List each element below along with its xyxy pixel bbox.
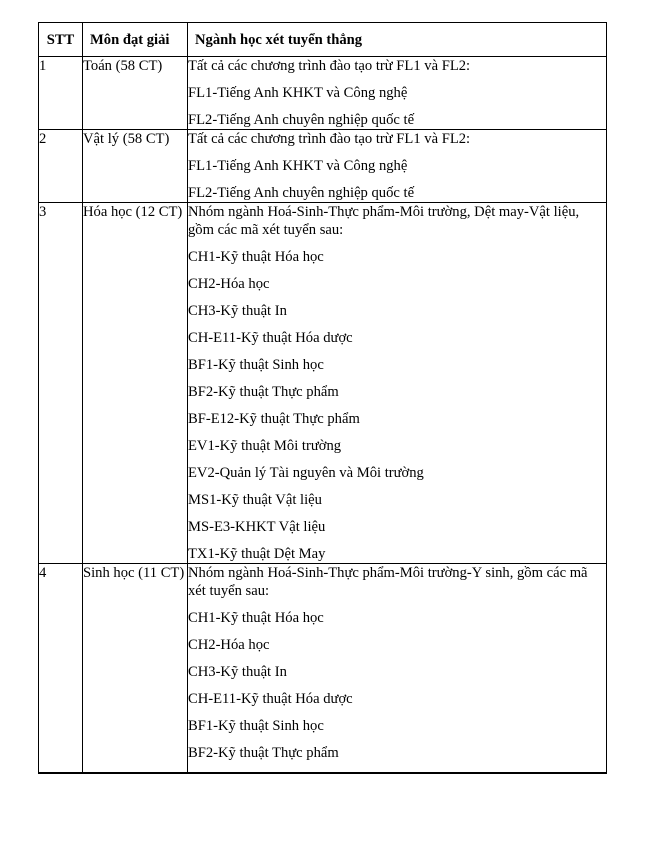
major-line: CH1-Kỹ thuật Hóa học — [188, 610, 324, 626]
row-majors — [188, 203, 607, 564]
row-subject: Toán (58 CT) — [83, 57, 188, 130]
major-line: MS1-Kỹ thuật Vật liệu — [188, 492, 322, 508]
major-line: BF2-Kỹ thuật Thực phẩm — [188, 384, 339, 400]
major-line: CH-E11-Kỹ thuật Hóa dược — [188, 330, 353, 346]
header-majors: Ngành học xét tuyển thẳng — [188, 23, 607, 57]
row-stt: 4 — [39, 564, 83, 774]
major-line: FL2-Tiếng Anh chuyên nghiệp quốc tế — [188, 112, 415, 128]
major-line: FL1-Tiếng Anh KHKT và Công nghệ — [188, 85, 408, 101]
major-line: Tất cả các chương trình đào tạo trừ FL1 và FL2: — [188, 58, 471, 74]
major-line: MS-E3-KHKT Vật liệu — [188, 519, 326, 535]
table-row — [39, 564, 607, 774]
header-stt: STT — [39, 23, 83, 57]
row-subject: Sinh học (11 CT) — [83, 564, 188, 774]
row-stt: 1 — [39, 57, 83, 130]
major-group-intro: Nhóm ngành Hoá-Sinh-Thực phẩm-Môi trường, Dệt may-Vật liệu, gồm các mã xét tuyển sau: — [188, 204, 580, 238]
row-subject: Hóa học (12 CT) — [83, 203, 188, 564]
major-line: CH2-Hóa học — [188, 276, 270, 292]
major-line: CH3-Kỹ thuật In — [188, 664, 287, 680]
header-subject: Môn đạt giải — [83, 23, 188, 57]
table-row — [39, 57, 607, 130]
major-line: CH2-Hóa học — [188, 637, 270, 653]
major-line: BF2-Kỹ thuật Thực phẩm — [188, 745, 339, 761]
major-line: EV1-Kỹ thuật Môi trường — [188, 438, 342, 454]
row-subject: Vật lý (58 CT) — [83, 130, 188, 203]
major-line: CH3-Kỹ thuật In — [188, 303, 287, 319]
major-line: EV2-Quản lý Tài nguyên và Môi trường — [188, 465, 424, 481]
major-line: BF-E12-Kỹ thuật Thực phẩm — [188, 411, 360, 427]
major-line: Tất cả các chương trình đào tạo trừ FL1 và FL2: — [188, 131, 471, 147]
row-majors — [188, 57, 607, 130]
admission-table — [38, 22, 607, 774]
row-majors — [188, 564, 607, 774]
major-group-intro: Nhóm ngành Hoá-Sinh-Thực phẩm-Môi trường-Y sinh, gồm các mã xét tuyển sau: — [188, 565, 588, 599]
major-line: BF1-Kỹ thuật Sinh học — [188, 718, 324, 734]
major-line: BF1-Kỹ thuật Sinh học — [188, 357, 324, 373]
major-line: TX1-Kỹ thuật Dệt May — [188, 546, 326, 562]
row-stt: 3 — [39, 203, 83, 564]
major-line: FL1-Tiếng Anh KHKT và Công nghệ — [188, 158, 408, 174]
table-header-row — [39, 23, 607, 57]
row-majors — [188, 130, 607, 203]
table-row — [39, 203, 607, 564]
row-stt: 2 — [39, 130, 83, 203]
major-line: CH-E11-Kỹ thuật Hóa dược — [188, 691, 353, 707]
major-line: FL2-Tiếng Anh chuyên nghiệp quốc tế — [188, 185, 415, 201]
table-row — [39, 130, 607, 203]
major-line: CH1-Kỹ thuật Hóa học — [188, 249, 324, 265]
